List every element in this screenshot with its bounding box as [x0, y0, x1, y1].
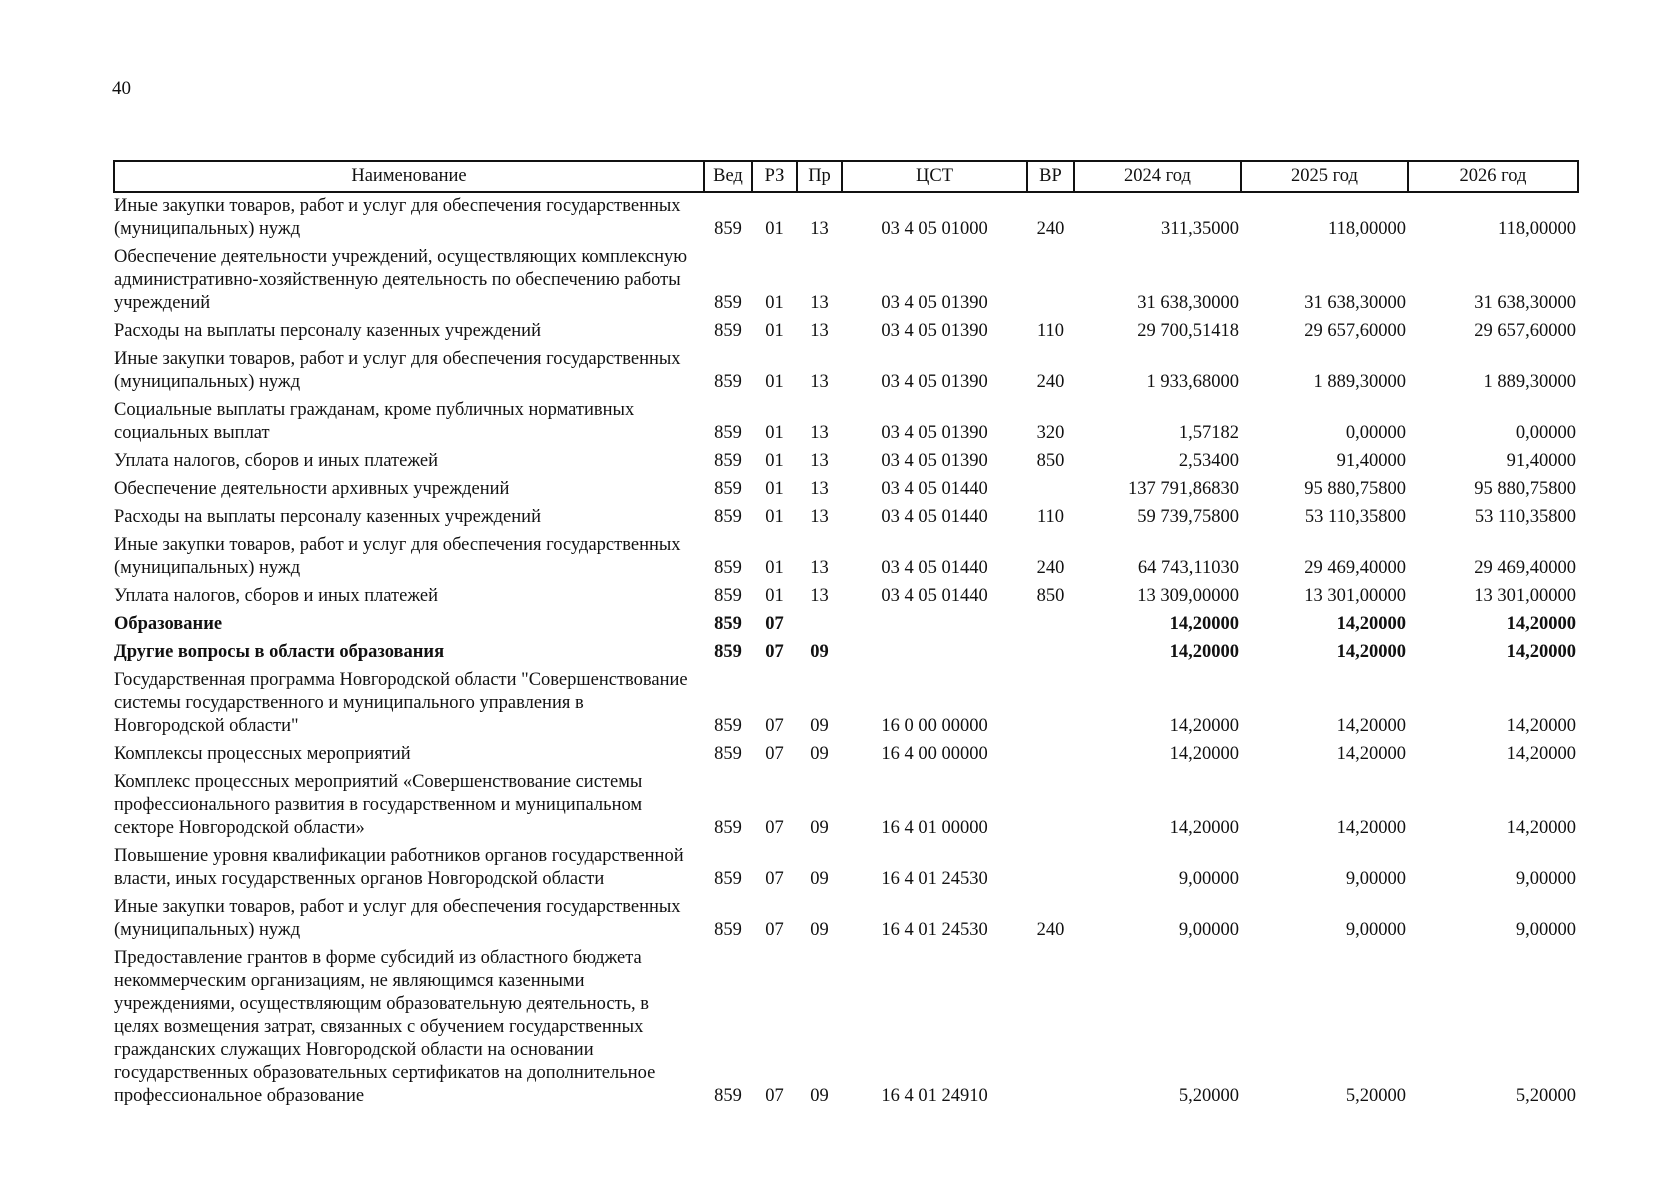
cell-name: Комплексы процессных мероприятий	[114, 744, 411, 764]
cell-2026: 9,00000	[1515, 920, 1576, 940]
cell-rz: 01	[765, 293, 784, 313]
cell-cst: 16 0 00 00000	[881, 716, 988, 736]
cell-rz: 01	[765, 451, 784, 471]
cell-pr: 13	[810, 372, 829, 392]
cell-2024: 14,20000	[1169, 818, 1239, 838]
cell-ved: 859	[714, 451, 742, 471]
cell-pr: 13	[810, 219, 829, 239]
cell-2025: 14,20000	[1336, 614, 1406, 634]
cell-2025: 13 301,00000	[1304, 586, 1406, 606]
cell-rz: 01	[765, 321, 784, 341]
cell-rz: 07	[765, 869, 784, 889]
cell-cst: 16 4 00 00000	[881, 744, 988, 764]
cell-rz: 01	[765, 586, 784, 606]
header-cst: ЦСТ	[842, 161, 1027, 192]
cell-name: Иные закупки товаров, работ и услуг для обеспечения государственных (муниципальных) нужд	[114, 196, 681, 239]
cell-pr: 13	[810, 321, 829, 341]
budget-table	[113, 160, 1579, 1111]
cell-2026: 13 301,00000	[1474, 586, 1576, 606]
cell-ved: 859	[714, 818, 742, 838]
cell-2026: 5,20000	[1515, 1086, 1576, 1106]
cell-name: Обеспечение деятельности учреждений, осуществляющих комплексную административно-хозяйственную деятельность по обеспечению работы учреждений	[114, 247, 688, 313]
cell-name: Уплата налогов, сборов и иных платежей	[114, 586, 439, 606]
cell-rz: 01	[765, 558, 784, 578]
cell-pr: 13	[810, 558, 829, 578]
table-row	[114, 192, 1578, 244]
cell-ved: 859	[714, 558, 742, 578]
cell-ved: 859	[714, 321, 742, 341]
cell-2025: 1 889,30000	[1313, 372, 1406, 392]
cell-rz: 07	[765, 1086, 784, 1106]
cell-cst: 03 4 05 01440	[881, 479, 988, 499]
cell-cst: 16 4 01 24910	[881, 1086, 988, 1106]
cell-rz: 01	[765, 479, 784, 499]
cell-cst: 03 4 05 01440	[881, 507, 988, 527]
cell-rz: 01	[765, 423, 784, 443]
table-row	[114, 945, 1578, 1111]
cell-pr: 09	[810, 744, 829, 764]
table-row	[114, 476, 1578, 504]
table-row	[114, 346, 1578, 397]
cell-pr: 09	[810, 818, 829, 838]
cell-name: Иные закупки товаров, работ и услуг для обеспечения государственных (муниципальных) нужд	[114, 897, 681, 940]
cell-ved: 859	[714, 372, 742, 392]
cell-2026: 118,00000	[1498, 219, 1576, 239]
header-2025: 2025 год	[1241, 161, 1408, 192]
cell-cst: 03 4 05 01390	[881, 372, 988, 392]
cell-vr: 240	[1036, 920, 1065, 940]
cell-ved: 859	[714, 920, 742, 940]
cell-2024: 29 700,51418	[1137, 321, 1239, 341]
cell-pr: 09	[810, 642, 829, 662]
cell-2024: 9,00000	[1178, 869, 1239, 889]
cell-2024: 59 739,75800	[1137, 507, 1239, 527]
cell-name: Обеспечение деятельности архивных учреждений	[114, 479, 510, 499]
cell-2025: 14,20000	[1336, 818, 1406, 838]
cell-cst: 16 4 01 24530	[881, 920, 988, 940]
cell-cst	[842, 611, 1027, 639]
cell-cst	[842, 639, 1027, 667]
cell-2024: 2,53400	[1178, 451, 1239, 471]
cell-2025: 29 469,40000	[1304, 558, 1406, 578]
cell-2024: 5,20000	[1178, 1086, 1239, 1106]
cell-vr	[1027, 667, 1074, 741]
cell-2024: 311,35000	[1161, 219, 1239, 239]
cell-2024: 14,20000	[1169, 642, 1239, 662]
cell-ved: 859	[714, 716, 742, 736]
table-row	[114, 639, 1578, 667]
cell-rz: 07	[765, 642, 784, 662]
cell-cst: 03 4 05 01390	[881, 321, 988, 341]
cell-2025: 14,20000	[1336, 642, 1406, 662]
cell-2025: 5,20000	[1345, 1086, 1406, 1106]
cell-vr: 850	[1036, 451, 1065, 471]
cell-pr: 09	[810, 1086, 829, 1106]
cell-name: Расходы на выплаты персоналу казенных учреждений	[114, 507, 541, 527]
table-row	[114, 448, 1578, 476]
cell-vr	[1027, 244, 1074, 318]
cell-rz: 07	[765, 920, 784, 940]
cell-2024: 14,20000	[1169, 744, 1239, 764]
cell-cst: 03 4 05 01440	[881, 558, 988, 578]
cell-2026: 95 880,75800	[1474, 479, 1576, 499]
cell-name: Повышение уровня квалификации работников органов государственной власти, иных государственных органов Новгородской области	[114, 846, 684, 889]
cell-pr: 13	[810, 293, 829, 313]
cell-rz: 07	[765, 744, 784, 764]
table-row	[114, 318, 1578, 346]
cell-2026: 91,40000	[1506, 451, 1576, 471]
cell-ved: 859	[714, 219, 742, 239]
cell-vr	[1027, 945, 1074, 1111]
cell-pr: 13	[810, 423, 829, 443]
cell-2024: 137 791,86830	[1128, 479, 1239, 499]
cell-2024: 14,20000	[1169, 716, 1239, 736]
header-rz: РЗ	[752, 161, 797, 192]
cell-2025: 9,00000	[1345, 920, 1406, 940]
cell-pr: 13	[810, 586, 829, 606]
cell-2025: 31 638,30000	[1304, 293, 1406, 313]
cell-rz: 01	[765, 219, 784, 239]
table-row	[114, 843, 1578, 894]
cell-2025: 95 880,75800	[1304, 479, 1406, 499]
table-header-row	[114, 161, 1578, 192]
cell-cst: 03 4 05 01000	[881, 219, 988, 239]
cell-2026: 29 469,40000	[1474, 558, 1576, 578]
header-pr: Пр	[797, 161, 842, 192]
cell-2025: 14,20000	[1336, 716, 1406, 736]
cell-rz: 01	[765, 372, 784, 392]
cell-2024: 9,00000	[1178, 920, 1239, 940]
cell-pr	[797, 611, 842, 639]
cell-2025: 14,20000	[1336, 744, 1406, 764]
table-row	[114, 611, 1578, 639]
cell-2026: 14,20000	[1506, 744, 1576, 764]
cell-vr: 850	[1036, 586, 1065, 606]
cell-name: Иные закупки товаров, работ и услуг для обеспечения государственных (муниципальных) нужд	[114, 535, 681, 578]
cell-vr: 240	[1036, 372, 1065, 392]
cell-vr: 240	[1036, 558, 1065, 578]
cell-vr	[1027, 639, 1074, 667]
cell-vr	[1027, 741, 1074, 769]
table-body	[114, 192, 1578, 1111]
cell-2024: 13 309,00000	[1137, 586, 1239, 606]
cell-cst: 03 4 05 01390	[881, 293, 988, 313]
cell-pr: 13	[810, 507, 829, 527]
cell-2025: 118,00000	[1328, 219, 1406, 239]
cell-2024: 1,57182	[1178, 423, 1239, 443]
table-row	[114, 667, 1578, 741]
cell-2026: 14,20000	[1506, 642, 1576, 662]
cell-rz: 07	[765, 716, 784, 736]
table-row	[114, 741, 1578, 769]
cell-name: Другие вопросы в области образования	[114, 642, 445, 662]
header-ved: Вед	[704, 161, 752, 192]
cell-2026: 31 638,30000	[1474, 293, 1576, 313]
cell-name: Уплата налогов, сборов и иных платежей	[114, 451, 439, 471]
header-2024: 2024 год	[1074, 161, 1241, 192]
cell-cst: 03 4 05 01440	[881, 586, 988, 606]
cell-cst: 16 4 01 00000	[881, 818, 988, 838]
cell-2026: 14,20000	[1506, 614, 1576, 634]
cell-vr: 240	[1036, 219, 1065, 239]
cell-pr: 09	[810, 920, 829, 940]
cell-name: Образование	[114, 614, 223, 634]
cell-2024: 14,20000	[1169, 614, 1239, 634]
cell-ved: 859	[714, 507, 742, 527]
table-row	[114, 504, 1578, 532]
cell-ved: 859	[714, 869, 742, 889]
cell-cst: 03 4 05 01390	[881, 451, 988, 471]
cell-2025: 9,00000	[1345, 869, 1406, 889]
cell-ved: 859	[714, 614, 742, 634]
cell-2024: 31 638,30000	[1137, 293, 1239, 313]
cell-2025: 53 110,35800	[1304, 507, 1406, 527]
cell-ved: 859	[714, 1086, 742, 1106]
cell-pr: 13	[810, 479, 829, 499]
cell-2026: 53 110,35800	[1474, 507, 1576, 527]
cell-cst: 03 4 05 01390	[881, 423, 988, 443]
cell-2025: 91,40000	[1336, 451, 1406, 471]
cell-vr	[1027, 476, 1074, 504]
cell-pr: 09	[810, 716, 829, 736]
cell-vr	[1027, 843, 1074, 894]
table-row	[114, 769, 1578, 843]
cell-ved: 859	[714, 744, 742, 764]
header-name: Наименование	[114, 161, 704, 192]
cell-2024: 64 743,11030	[1137, 558, 1239, 578]
table-row	[114, 894, 1578, 945]
cell-cst: 16 4 01 24530	[881, 869, 988, 889]
cell-pr: 13	[810, 451, 829, 471]
cell-2025: 29 657,60000	[1304, 321, 1406, 341]
cell-2026: 9,00000	[1515, 869, 1576, 889]
cell-2026: 1 889,30000	[1483, 372, 1576, 392]
cell-name: Иные закупки товаров, работ и услуг для обеспечения государственных (муниципальных) нужд	[114, 349, 681, 392]
cell-name: Предоставление грантов в форме субсидий из областного бюджета некоммерческим организациям, не являющимся казенными учреждениями, осуществляющим образовательную деятельность, в целях возмещения затрат, связанных с обучением государственных гражданских служащих Новгородской области на основании государственных образовательных сертификатов на дополнительное профессиональное образование	[114, 948, 656, 1106]
cell-2026: 0,00000	[1515, 423, 1576, 443]
cell-name: Социальные выплаты гражданам, кроме публичных нормативных социальных выплат	[114, 400, 635, 443]
header-vr: ВР	[1027, 161, 1074, 192]
cell-vr	[1027, 769, 1074, 843]
header-2026: 2026 год	[1408, 161, 1578, 192]
cell-2026: 29 657,60000	[1474, 321, 1576, 341]
cell-rz: 07	[765, 818, 784, 838]
table-row	[114, 397, 1578, 448]
table-row	[114, 244, 1578, 318]
cell-ved: 859	[714, 293, 742, 313]
cell-ved: 859	[714, 642, 742, 662]
cell-2026: 14,20000	[1506, 716, 1576, 736]
cell-vr	[1027, 611, 1074, 639]
cell-pr: 09	[810, 869, 829, 889]
cell-vr: 320	[1036, 423, 1065, 443]
table-row	[114, 583, 1578, 611]
cell-ved: 859	[714, 586, 742, 606]
cell-name: Расходы на выплаты персоналу казенных учреждений	[114, 321, 541, 341]
cell-name: Комплекс процессных мероприятий «Совершенствование системы профессионального развития в государственном и муниципальном секторе Новгородской области»	[114, 772, 643, 838]
cell-vr: 110	[1036, 507, 1065, 527]
cell-rz: 01	[765, 507, 784, 527]
cell-2026: 14,20000	[1506, 818, 1576, 838]
cell-ved: 859	[714, 423, 742, 443]
cell-2024: 1 933,68000	[1146, 372, 1239, 392]
cell-name: Государственная программа Новгородской области "Совершенствование системы государственного и муниципального управления в Новгородской области"	[114, 670, 688, 736]
cell-rz: 07	[765, 614, 784, 634]
cell-vr: 110	[1036, 321, 1065, 341]
cell-2025: 0,00000	[1345, 423, 1406, 443]
table-row	[114, 532, 1578, 583]
cell-ved: 859	[714, 479, 742, 499]
page-number: 40	[112, 78, 131, 99]
